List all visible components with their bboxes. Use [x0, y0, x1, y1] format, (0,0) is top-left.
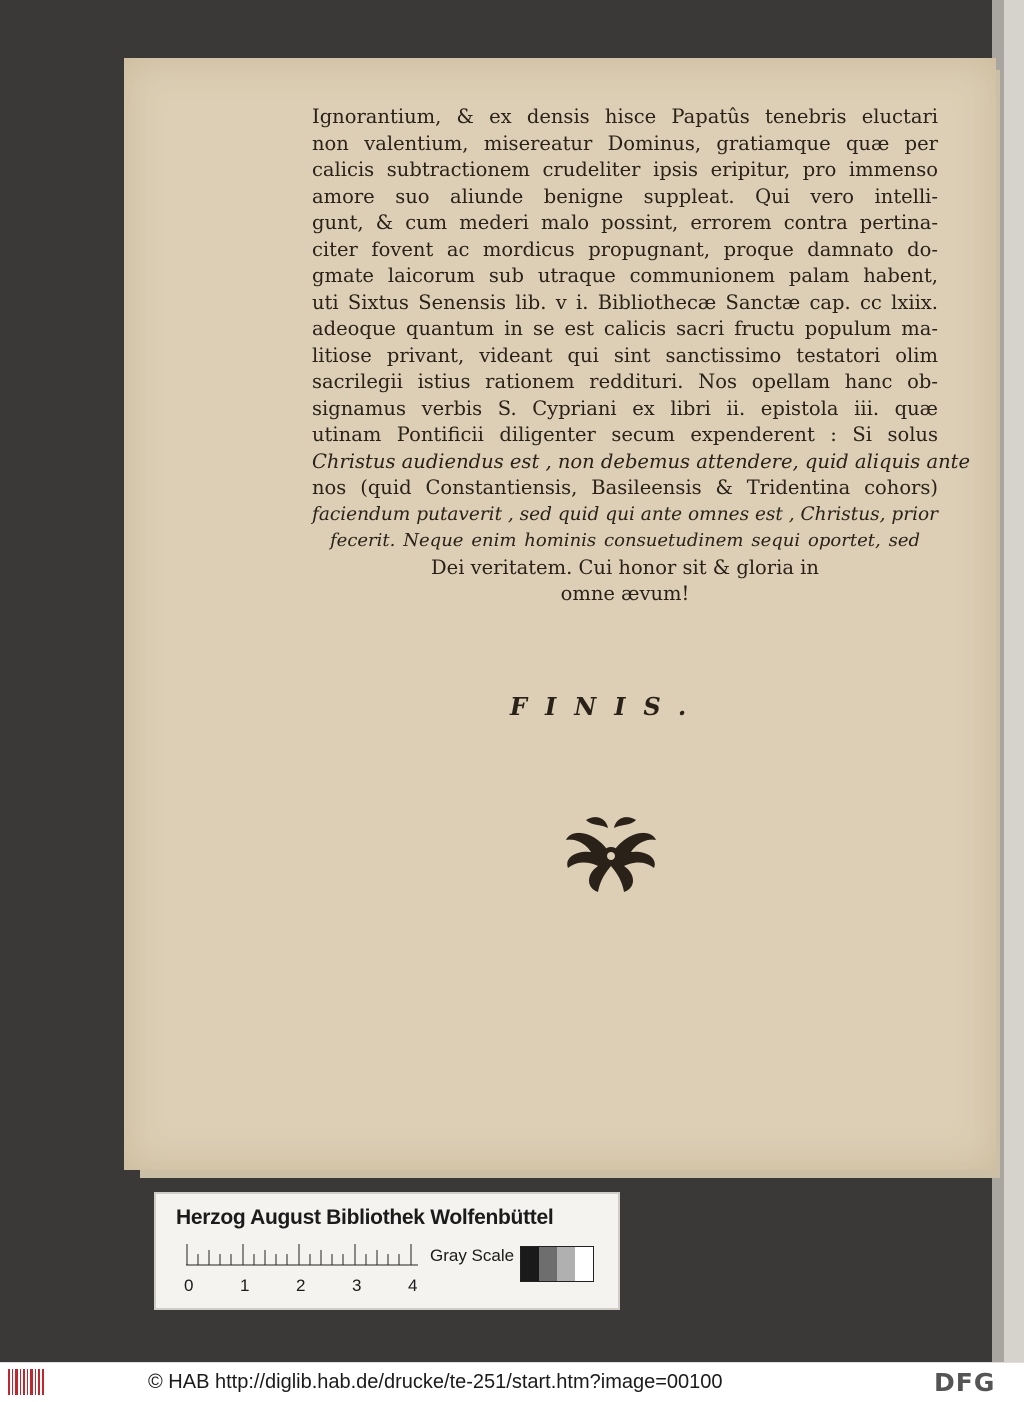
- text-line-italic: fecerit. Neque enim hominis consuetudinem sequi oportet, sed: [330, 530, 920, 551]
- printers-ornament-icon: [556, 810, 666, 900]
- gray-scale-swatch: [520, 1246, 594, 1282]
- text-line: gmate laicorum sub utraque communionem palam habent,: [312, 264, 938, 287]
- text-line: non valentium, misereatur Dominus, gratiamque quæ per: [312, 131, 938, 155]
- finis-heading: FINIS.: [510, 692, 705, 721]
- gray-swatch-cell: [575, 1247, 593, 1281]
- text-line: amore suo aliunde benigne suppleat. Qui vero intelli-: [312, 184, 938, 208]
- gray-swatch-cell: [557, 1247, 575, 1281]
- text-line: litiose privant, videant qui sint sanctissimo testatori olim: [312, 343, 938, 367]
- hab-title: Herzog August Bibliothek Wolfenbüttel: [176, 1206, 554, 1229]
- barcode-icon: [8, 1369, 44, 1395]
- ruler-number: 4: [408, 1276, 418, 1295]
- copyright-link[interactable]: © HAB http://diglib.hab.de/drucke/te-251/start.htm?image=00100: [148, 1371, 723, 1393]
- ruler-number: 1: [240, 1276, 250, 1295]
- text-line: nos (quid Constantiensis, Basileensis & Tridentina cohors): [312, 476, 938, 499]
- text-line: signamus verbis S. Cypriani ex libri ii. epistola iii. quæ: [312, 396, 938, 420]
- gray-swatch-cell: [521, 1247, 539, 1281]
- text-line: gunt, & cum mederi malo possint, errorem contra pertina-: [312, 211, 938, 234]
- page-text: [312, 104, 971, 608]
- ruler-number: 3: [352, 1276, 362, 1295]
- ruler-number: 0: [184, 1276, 194, 1295]
- footer-bar: [0, 1362, 1024, 1402]
- text-line: Ignorantium, & ex densis hisce Papatûs tenebris eluctari: [312, 105, 938, 128]
- text-line: uti Sixtus Senensis lib. v i. Bibliothecæ Sanctæ cap. cc lxiix.: [312, 290, 938, 314]
- text-line-italic: faciendum putaverit , sed quid qui ante omnes est , Christus, prior: [312, 503, 938, 525]
- ruler-scale: [186, 1244, 418, 1266]
- text-line: adeoque quantum in se est calicis sacri fructu populum ma-: [312, 317, 938, 340]
- text-line: utinam Pontificii diligenter secum expenderent : Si solus: [312, 423, 938, 446]
- text-line-italic: Christus audiendus est , non debemus attendere, quid aliquis ante: [312, 449, 971, 473]
- text-line: sacrilegii istius rationem reddituri. Nos opellam hanc ob-: [312, 370, 938, 393]
- ruler-number: 2: [296, 1276, 306, 1295]
- text-line-centered: omne ævum!: [560, 582, 690, 605]
- text-line: citer fovent ac mordicus propugnant, proque damnato do-: [312, 237, 938, 261]
- gray-scale-label: Gray Scale: [430, 1246, 515, 1265]
- text-line: calicis subtractionem crudeliter ipsis eripitur, pro immenso: [312, 158, 938, 181]
- dfg-logo: DFG: [934, 1368, 996, 1397]
- book-edge-highlight: [1004, 0, 1024, 1362]
- gray-swatch-cell: [539, 1247, 557, 1281]
- hab-calibration-strip: [154, 1192, 620, 1310]
- text-line-centered: Dei veritatem. Cui honor sit & gloria in: [431, 555, 819, 579]
